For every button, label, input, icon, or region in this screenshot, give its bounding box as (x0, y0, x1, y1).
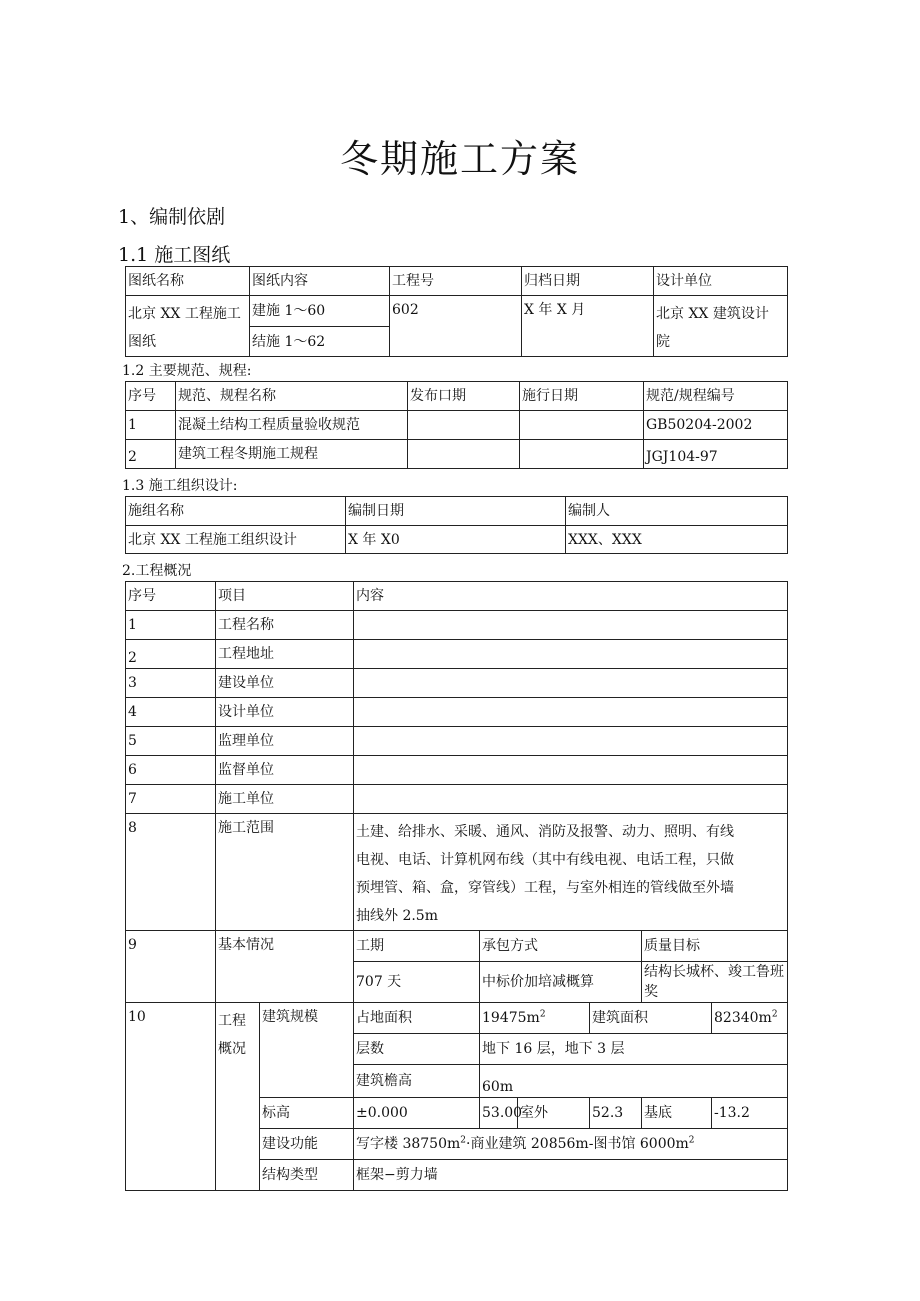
eave-height-value: 60m (480, 1065, 788, 1098)
elevation-label: 标高 (260, 1098, 354, 1129)
elevation-value: ±0.000 (354, 1098, 480, 1129)
header-cell: 内容 (354, 582, 788, 611)
basic-header: 承包方式 (480, 931, 642, 962)
header-cell: 序号 (126, 582, 216, 611)
table-cell: 北京 XX 工程施工组织设计 (126, 526, 346, 554)
table-cell: X 年 X0 (346, 526, 566, 554)
floor-area-label: 建筑面积 (590, 1003, 712, 1034)
scope-line: 预埋管、箱、盒，穿管线）工程，与室外相连的管线做至外墙 (356, 880, 734, 896)
floor-area-value: $82340m^2$ (712, 1003, 788, 1034)
row-item-line: 工程 (218, 1013, 246, 1029)
header-cell: 图纸内容 (250, 267, 390, 296)
header-cell: 图纸名称 (126, 267, 250, 296)
project-overview-table (125, 581, 788, 1191)
table-cell: 建筑工程冬期施工规程 (176, 440, 408, 469)
row-number: 9 (126, 931, 216, 1003)
table-cell (520, 440, 644, 469)
header-cell: 规范/规程编号 (644, 382, 788, 411)
header-cell: 归档日期 (522, 267, 654, 296)
row-number: 7 (126, 785, 216, 814)
storeys-label: 层数 (354, 1034, 480, 1065)
drawings-table (125, 266, 788, 357)
structure-type-label: 结构类型 (260, 1160, 354, 1191)
eave-height-label: 建筑檐高 (354, 1065, 480, 1098)
row-item: 施工范围 (216, 814, 354, 931)
section-1-1-heading: 1.1 施工图纸 (118, 244, 231, 266)
row-content (354, 611, 788, 640)
row-item: 监督单位 (216, 756, 354, 785)
row-item (216, 1003, 260, 1191)
elevation-value: 基底 (642, 1098, 712, 1129)
site-area-value: $19475m^2$ (480, 1003, 590, 1034)
row-number: 2 (126, 640, 216, 669)
project-no-cell: 602 (390, 296, 522, 357)
header-cell: 工程号 (390, 267, 522, 296)
document-title: 冬期施工方案 (339, 137, 580, 181)
section-1-heading: 1、编制依剧 (118, 206, 226, 228)
row-number: 1 (126, 611, 216, 640)
design-unit-line: 北京 XX 建筑设计 (656, 306, 769, 322)
section-1-3-heading: 1.3 施工组织设计: (122, 478, 238, 494)
drawing-name-line: 图纸 (128, 334, 156, 350)
scope-line: 土建、给排水、采暖、通风、消防及报警、动力、照明、有线 (356, 824, 734, 840)
storeys-value: 地下 16 层，地下 3 层 (480, 1034, 788, 1065)
site-area-label: 占地面积 (354, 1003, 480, 1034)
table-cell: 2 (126, 440, 176, 469)
basic-value: 707 天 (354, 962, 480, 1003)
header-cell: 施组名称 (126, 497, 346, 526)
row-content (354, 698, 788, 727)
header-cell: 项目 (216, 582, 354, 611)
header-cell: 序号 (126, 382, 176, 411)
table-cell (520, 411, 644, 440)
drawing-content-cell: 结施 1～62 (250, 327, 390, 357)
basic-value: 中标价加培减概算 (480, 962, 642, 1003)
row-item: 工程名称 (216, 611, 354, 640)
elevation-value: 53.00 (480, 1098, 518, 1129)
building-scale-label: 建筑规模 (260, 1003, 354, 1098)
drawing-name-line: 北京 XX 工程施工 (128, 306, 241, 322)
table-cell: JGJ104-97 (644, 440, 788, 469)
row-number: 10 (126, 1003, 216, 1191)
design-unit-cell (654, 296, 788, 357)
row-item: 建设单位 (216, 669, 354, 698)
scope-line: 电视、电话、计算机网布线（其中有线电视、电话工程，只做 (356, 852, 734, 868)
row-item: 监理单位 (216, 727, 354, 756)
archive-date-cell: X 年 X 月 (522, 296, 654, 357)
row-number: 6 (126, 756, 216, 785)
elevation-value: 52.3 (590, 1098, 642, 1129)
table-cell: XXX、XXX (566, 526, 788, 554)
table-cell (408, 440, 520, 469)
header-cell: 编制人 (566, 497, 788, 526)
header-cell: 施行日期 (520, 382, 644, 411)
row-content (354, 669, 788, 698)
row-item-line: 概况 (218, 1041, 246, 1057)
standards-table (125, 381, 788, 469)
row-content (354, 756, 788, 785)
row-number: 8 (126, 814, 216, 931)
table-cell: 混凝土结构工程质量验收规范 (176, 411, 408, 440)
row-content (354, 785, 788, 814)
elevation-value: 室外 (518, 1098, 590, 1129)
row-content (354, 640, 788, 669)
structure-type-value: 框架−剪力墙 (354, 1160, 788, 1191)
row-content (354, 727, 788, 756)
function-label: 建设功能 (260, 1129, 354, 1160)
table-cell (408, 411, 520, 440)
table-cell: GB50204-2002 (644, 411, 788, 440)
design-unit-line: 院 (656, 334, 670, 350)
drawing-content-cell: 建施 1～60 (250, 296, 390, 327)
row-item: 设计单位 (216, 698, 354, 727)
header-cell: 设计单位 (654, 267, 788, 296)
header-cell: 规范、规程名称 (176, 382, 408, 411)
row-number: 5 (126, 727, 216, 756)
section-2-heading: 2.工程概况 (122, 563, 192, 579)
basic-header: 质量目标 (642, 931, 788, 962)
header-cell: 编制日期 (346, 497, 566, 526)
row-number: 4 (126, 698, 216, 727)
org-design-table (125, 496, 788, 554)
elevation-value: -13.2 (712, 1098, 788, 1129)
scope-line: 抽线外 2.5m (356, 908, 438, 924)
row-item: 施工单位 (216, 785, 354, 814)
scope-content (354, 814, 788, 931)
function-value: 写字楼 $38750m^2\cdot$商业建筑 20856m-图书馆 $6000m^2$ (354, 1129, 788, 1160)
header-cell: 发布口期 (408, 382, 520, 411)
row-number: 3 (126, 669, 216, 698)
row-item: 工程地址 (216, 640, 354, 669)
drawing-name-cell (126, 296, 250, 357)
basic-header: 工期 (354, 931, 480, 962)
table-cell: 1 (126, 411, 176, 440)
section-1-2-heading: 1.2 主要规范、规程: (122, 363, 252, 379)
basic-value: 结构长城杯、竣工鲁班奖 (642, 962, 788, 1003)
row-item: 基本情况 (216, 931, 354, 1003)
